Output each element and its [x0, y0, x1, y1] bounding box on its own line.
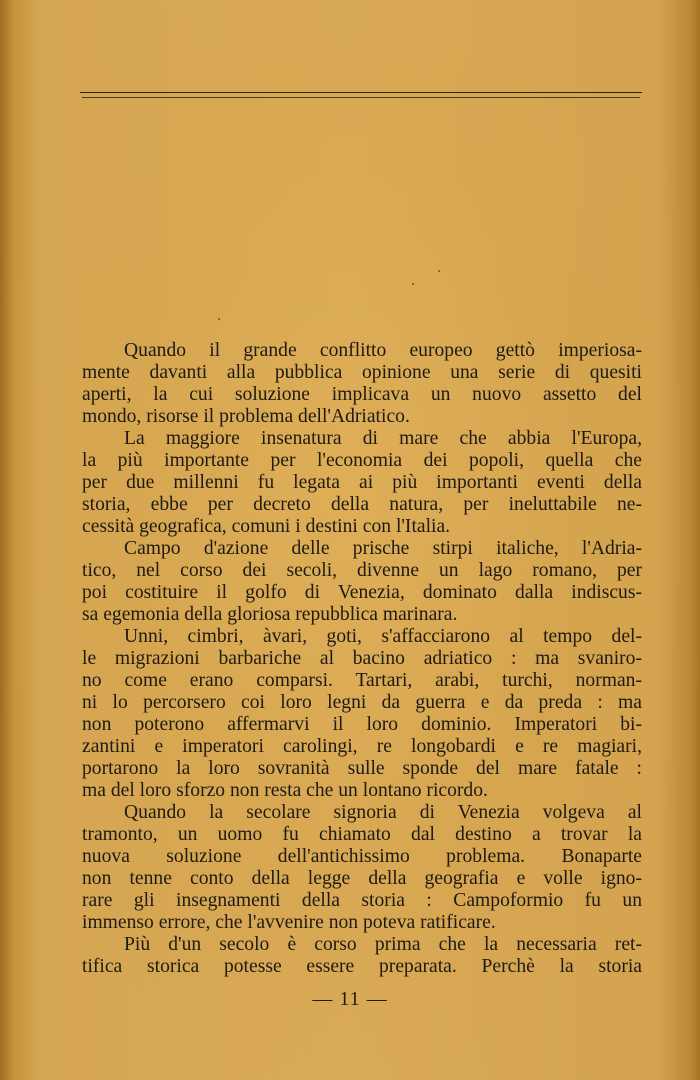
text-line: tifica storica potesse essere preparata. Perchè la storia — [82, 956, 642, 977]
text-line: aperti, la cui soluzione implicava un nuovo assetto del — [82, 384, 642, 405]
text-line: ma del loro sforzo non resta che un lontano ricordo. — [82, 780, 488, 801]
text-line: Più d'un secolo è corso prima che la necessaria ret- — [124, 934, 642, 955]
paper-speck — [412, 283, 414, 285]
paper-speck — [218, 318, 220, 320]
text-line: poi costituire il golfo di Venezia, dominato dalla indiscus- — [82, 582, 642, 603]
text-line: cessità geografica, comuni i destini con l'Italia. — [82, 516, 451, 537]
header-rule — [80, 92, 642, 93]
text-line: zantini e imperatori carolingi, re longobardi e re magiari, — [82, 736, 642, 757]
text-line: le migrazioni barbariche al bacino adriatico : ma svaniro- — [82, 648, 642, 669]
text-line: la più importante per l'economia dei popoli, quella che — [82, 450, 642, 471]
text-line: tramonto, un uomo fu chiamato dal destino a trovar la — [82, 824, 642, 845]
page-number: — 11 — — [312, 988, 388, 1010]
text-line: Quando la secolare signoria di Venezia volgeva al — [124, 802, 642, 823]
text-line: Campo d'azione delle prische stirpi italiche, l'Adria- — [124, 538, 642, 559]
paper-speck — [438, 270, 440, 272]
header-rule-thin — [82, 97, 640, 98]
text-line: portarono la loro sovranità sulle sponde del mare fatale : — [82, 758, 642, 779]
text-line: immenso errore, che l'avvenire non poteva ratificare. — [82, 912, 496, 933]
text-line: Quando il grande conflitto europeo gettò imperiosa- — [124, 340, 642, 361]
text-line: rare gli insegnamenti della storia : Campoformio fu un — [82, 890, 642, 911]
text-line: tico, nel corso dei secoli, divenne un lago romano, per — [82, 560, 642, 581]
text-line: no come erano comparsi. Tartari, arabi, turchi, norman- — [82, 670, 642, 691]
text-line: nuova soluzione dell'antichissimo problema. Bonaparte — [82, 846, 642, 867]
text-line: La maggiore insenatura di mare che abbia l'Europa, — [124, 428, 642, 449]
text-line: storia, ebbe per decreto della natura, per ineluttabile ne- — [82, 494, 642, 515]
text-line: per due millenni fu legata ai più importanti eventi della — [82, 472, 642, 493]
text-line: mente davanti alla pubblica opinione una serie di quesiti — [82, 362, 642, 383]
text-line: non poterono affermarvi il loro dominio. Imperatori bi- — [82, 714, 642, 735]
text-line: ni lo percorsero coi loro legni da guerra e da preda : ma — [82, 692, 642, 713]
body-text — [82, 340, 642, 978]
text-line: sa egemonia della gloriosa repubblica marinara. — [82, 604, 458, 625]
text-line: non tenne conto della legge della geografia e volle igno- — [82, 868, 642, 889]
text-line: mondo, risorse il problema dell'Adriatico. — [82, 406, 410, 427]
text-line: Unni, cimbri, àvari, goti, s'affacciarono al tempo del- — [124, 626, 642, 647]
